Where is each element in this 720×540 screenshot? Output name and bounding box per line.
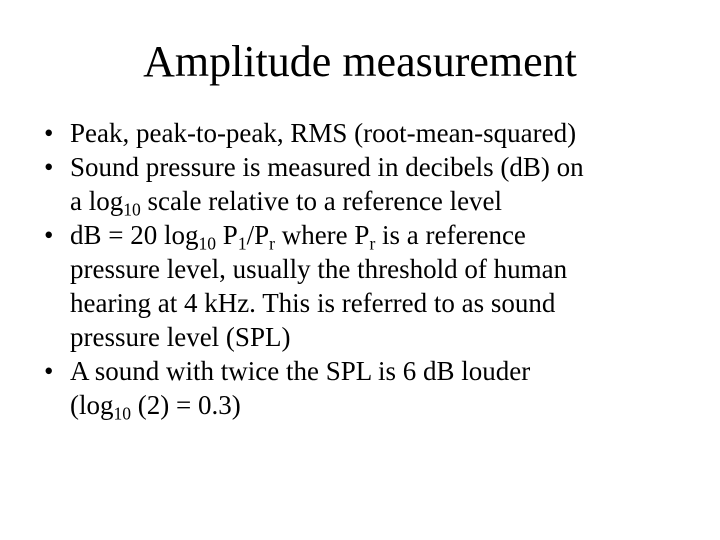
text-segment: where P xyxy=(274,220,370,250)
bullet-marker: • xyxy=(44,356,54,386)
text-segment: scale relative to a reference level xyxy=(140,186,503,216)
bullet-1-line-1: Peak, peak-to-peak, RMS (root-mean-squared) xyxy=(70,118,577,148)
slide-title: Amplitude measurement xyxy=(143,37,577,86)
text-segment: /P xyxy=(246,220,270,250)
bullet-item-3 xyxy=(44,218,704,354)
text-segment: (log xyxy=(70,390,114,420)
bullet-marker: • xyxy=(44,152,54,182)
bullet-marker: • xyxy=(44,220,54,250)
bullet-3-line-3: hearing at 4 kHz. This is referred to as sound xyxy=(70,288,556,318)
bullet-3-line-4: pressure level (SPL) xyxy=(70,322,291,352)
bullet-4-line-2 xyxy=(70,388,704,422)
text-segment: a log xyxy=(70,186,124,216)
bullet-2-line-1: Sound pressure is measured in decibels (dB) on xyxy=(70,152,584,182)
bullet-item-1 xyxy=(44,116,704,150)
bullet-list xyxy=(44,116,704,422)
text-segment: is a reference xyxy=(375,220,526,250)
subscript: 10 xyxy=(113,403,132,424)
text-segment: dB = 20 log xyxy=(70,220,199,250)
subscript: 10 xyxy=(123,199,141,220)
bullet-3-line-1 xyxy=(70,218,704,252)
bullet-item-4 xyxy=(44,354,704,422)
bullet-item-2 xyxy=(44,150,704,218)
subscript: r xyxy=(269,233,275,254)
subscript: 1 xyxy=(237,233,247,254)
bullet-3-line-2: pressure level, usually the threshold of human xyxy=(70,254,568,284)
text-segment: P xyxy=(216,220,238,250)
bullet-marker: • xyxy=(44,118,54,148)
bullet-2-line-2 xyxy=(70,184,704,218)
subscript: 10 xyxy=(198,233,217,254)
bullet-4-line-1: A sound with twice the SPL is 6 dB louder xyxy=(70,356,531,386)
subscript: r xyxy=(369,233,376,254)
text-segment: (2) = 0.3) xyxy=(131,390,241,420)
